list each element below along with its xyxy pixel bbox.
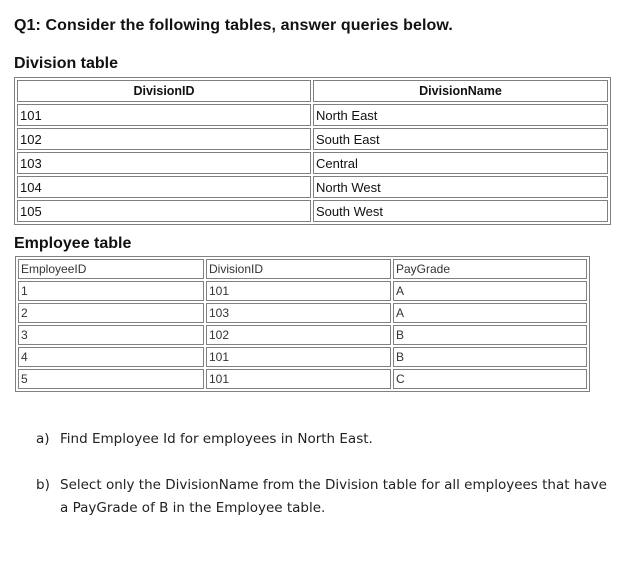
division-table-heading: Division table: [14, 55, 119, 72]
table-row: [18, 325, 587, 345]
table-cell: Central: [313, 152, 608, 174]
query-list: [36, 428, 616, 520]
column-header-employeeid: EmployeeID: [18, 259, 204, 279]
employee-table: [15, 256, 590, 392]
table-row: [18, 281, 587, 301]
table-cell: B: [393, 325, 587, 345]
table-cell: 101: [206, 281, 391, 301]
table-row: [18, 347, 587, 367]
query-letter: a): [36, 431, 50, 447]
table-cell: 3: [18, 325, 204, 345]
table-cell: C: [393, 369, 587, 389]
table-cell: 4: [18, 347, 204, 367]
table-cell: A: [393, 281, 587, 301]
query-item: [36, 474, 616, 520]
table-header-row: [18, 259, 587, 279]
column-header-divisionid: DivisionID: [17, 80, 311, 102]
query-item: [36, 428, 616, 451]
column-header-divisionname: DivisionName: [313, 80, 608, 102]
table-cell: 2: [18, 303, 204, 323]
table-row: [17, 128, 608, 150]
question-title: Q1: Consider the following tables, answer queries below.: [14, 17, 453, 34]
query-text: Select only the DivisionName from the Division table for all employees that have a PayGrade of B in the Employee table.: [60, 477, 607, 516]
table-header-row: [17, 80, 608, 102]
table-row: [17, 104, 608, 126]
division-table: [14, 77, 611, 225]
employee-table-heading: Employee table: [14, 235, 132, 252]
table-row: [18, 369, 587, 389]
table-cell: 5: [18, 369, 204, 389]
table-row: [17, 176, 608, 198]
query-letter: b): [36, 477, 50, 493]
table-row: [17, 152, 608, 174]
table-cell: 102: [17, 128, 311, 150]
table-row: [18, 303, 587, 323]
table-cell: North East: [313, 104, 608, 126]
column-header-divisionid: DivisionID: [206, 259, 391, 279]
column-header-paygrade: PayGrade: [393, 259, 587, 279]
query-text: Find Employee Id for employees in North East.: [60, 431, 373, 447]
table-cell: South West: [313, 200, 608, 222]
table-cell: A: [393, 303, 587, 323]
table-row: [17, 200, 608, 222]
table-cell: 101: [206, 369, 391, 389]
table-cell: B: [393, 347, 587, 367]
table-cell: 101: [17, 104, 311, 126]
table-cell: 104: [17, 176, 311, 198]
table-cell: 1: [18, 281, 204, 301]
table-cell: 103: [17, 152, 311, 174]
table-cell: South East: [313, 128, 608, 150]
table-cell: 101: [206, 347, 391, 367]
table-cell: 105: [17, 200, 311, 222]
table-cell: North West: [313, 176, 608, 198]
table-cell: 103: [206, 303, 391, 323]
table-cell: 102: [206, 325, 391, 345]
